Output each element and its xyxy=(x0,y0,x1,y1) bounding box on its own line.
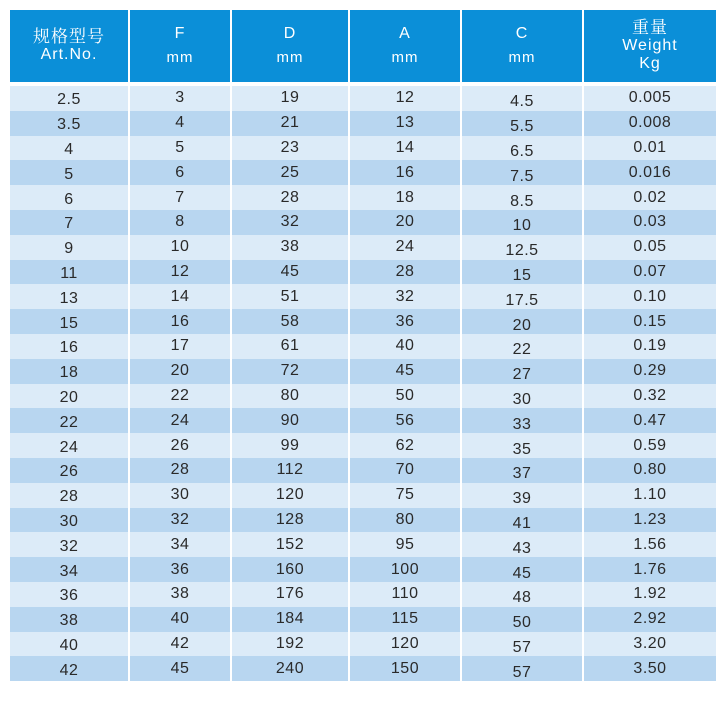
table-row xyxy=(10,582,716,607)
header-f-label: F xyxy=(174,25,186,42)
cell-a: 28 xyxy=(350,260,462,285)
cell-d: 120 xyxy=(232,483,350,508)
cell-c: 20 xyxy=(462,309,584,334)
cell-weight: 0.016 xyxy=(584,160,716,185)
cell-d: 51 xyxy=(232,284,350,309)
cell-c: 35 xyxy=(462,433,584,458)
cell-weight: 0.07 xyxy=(584,260,716,285)
header-c-label: C xyxy=(515,25,529,42)
cell-weight: 0.59 xyxy=(584,433,716,458)
cell-f: 5 xyxy=(130,136,232,161)
cell-weight: 1.76 xyxy=(584,557,716,582)
cell-art-no: 11 xyxy=(10,260,130,285)
cell-c: 7.5 xyxy=(462,160,584,185)
cell-a: 62 xyxy=(350,433,462,458)
cell-a: 56 xyxy=(350,408,462,433)
cell-a: 32 xyxy=(350,284,462,309)
header-weight-en: Weight xyxy=(622,37,678,54)
cell-art-no: 5 xyxy=(10,160,130,185)
cell-f: 42 xyxy=(130,632,232,657)
cell-f: 45 xyxy=(130,656,232,681)
header-weight-cn: 重量 xyxy=(632,18,668,37)
cell-a: 95 xyxy=(350,532,462,557)
cell-art-no: 28 xyxy=(10,483,130,508)
cell-weight: 0.15 xyxy=(584,309,716,334)
header-weight xyxy=(584,10,716,82)
cell-art-no: 13 xyxy=(10,284,130,309)
cell-d: 45 xyxy=(232,260,350,285)
cell-art-no: 6 xyxy=(10,185,130,210)
cell-c: 45 xyxy=(462,557,584,582)
cell-a: 24 xyxy=(350,235,462,260)
cell-a: 120 xyxy=(350,632,462,657)
cell-weight: 0.005 xyxy=(584,86,716,111)
cell-d: 90 xyxy=(232,408,350,433)
cell-art-no: 7 xyxy=(10,210,130,235)
cell-c: 17.5 xyxy=(462,284,584,309)
cell-a: 100 xyxy=(350,557,462,582)
cell-weight: 0.47 xyxy=(584,408,716,433)
cell-f: 6 xyxy=(130,160,232,185)
table-row xyxy=(10,483,716,508)
cell-a: 80 xyxy=(350,508,462,533)
cell-weight: 0.01 xyxy=(584,136,716,161)
cell-art-no: 42 xyxy=(10,656,130,681)
cell-art-no: 2.5 xyxy=(10,86,130,111)
cell-f: 16 xyxy=(130,309,232,334)
cell-d: 38 xyxy=(232,235,350,260)
cell-f: 30 xyxy=(130,483,232,508)
cell-f: 38 xyxy=(130,582,232,607)
cell-weight: 1.92 xyxy=(584,582,716,607)
cell-f: 3 xyxy=(130,86,232,111)
cell-c: 39 xyxy=(462,483,584,508)
cell-d: 152 xyxy=(232,532,350,557)
cell-f: 20 xyxy=(130,359,232,384)
cell-c: 5.5 xyxy=(462,111,584,136)
cell-d: 80 xyxy=(232,384,350,409)
cell-c: 22 xyxy=(462,334,584,359)
header-f xyxy=(130,10,232,82)
table-row xyxy=(10,309,716,334)
spec-table xyxy=(10,10,716,681)
cell-weight: 0.32 xyxy=(584,384,716,409)
cell-c: 43 xyxy=(462,532,584,557)
cell-f: 32 xyxy=(130,508,232,533)
cell-f: 40 xyxy=(130,607,232,632)
table-header xyxy=(10,10,716,82)
cell-f: 14 xyxy=(130,284,232,309)
table-row xyxy=(10,607,716,632)
cell-a: 40 xyxy=(350,334,462,359)
cell-art-no: 32 xyxy=(10,532,130,557)
cell-f: 17 xyxy=(130,334,232,359)
header-d-label: D xyxy=(283,25,297,42)
cell-art-no: 3.5 xyxy=(10,111,130,136)
cell-f: 26 xyxy=(130,433,232,458)
cell-weight: 0.02 xyxy=(584,185,716,210)
cell-art-no: 30 xyxy=(10,508,130,533)
cell-weight: 2.92 xyxy=(584,607,716,632)
cell-d: 128 xyxy=(232,508,350,533)
cell-a: 13 xyxy=(350,111,462,136)
cell-d: 61 xyxy=(232,334,350,359)
cell-d: 112 xyxy=(232,458,350,483)
cell-weight: 0.10 xyxy=(584,284,716,309)
cell-f: 22 xyxy=(130,384,232,409)
cell-d: 25 xyxy=(232,160,350,185)
table-row xyxy=(10,111,716,136)
cell-c: 6.5 xyxy=(462,136,584,161)
cell-weight: 0.05 xyxy=(584,235,716,260)
cell-weight: 0.80 xyxy=(584,458,716,483)
header-a xyxy=(350,10,462,82)
cell-weight: 1.10 xyxy=(584,483,716,508)
cell-a: 45 xyxy=(350,359,462,384)
cell-c: 48 xyxy=(462,582,584,607)
cell-weight: 1.56 xyxy=(584,532,716,557)
table-row xyxy=(10,185,716,210)
cell-f: 28 xyxy=(130,458,232,483)
cell-d: 192 xyxy=(232,632,350,657)
table-row xyxy=(10,86,716,111)
table-row xyxy=(10,557,716,582)
cell-f: 4 xyxy=(130,111,232,136)
cell-a: 110 xyxy=(350,582,462,607)
cell-weight: 0.03 xyxy=(584,210,716,235)
cell-art-no: 40 xyxy=(10,632,130,657)
header-d-unit: mm xyxy=(276,49,304,66)
cell-d: 32 xyxy=(232,210,350,235)
cell-a: 36 xyxy=(350,309,462,334)
cell-weight: 0.008 xyxy=(584,111,716,136)
table-row xyxy=(10,359,716,384)
cell-c: 41 xyxy=(462,508,584,533)
cell-c: 27 xyxy=(462,359,584,384)
cell-f: 7 xyxy=(130,185,232,210)
cell-weight: 0.19 xyxy=(584,334,716,359)
header-a-unit: mm xyxy=(391,49,419,66)
cell-c: 8.5 xyxy=(462,185,584,210)
cell-art-no: 9 xyxy=(10,235,130,260)
cell-d: 160 xyxy=(232,557,350,582)
cell-art-no: 38 xyxy=(10,607,130,632)
cell-c: 37 xyxy=(462,458,584,483)
cell-a: 150 xyxy=(350,656,462,681)
cell-art-no: 16 xyxy=(10,334,130,359)
cell-weight: 0.29 xyxy=(584,359,716,384)
cell-f: 34 xyxy=(130,532,232,557)
cell-c: 57 xyxy=(462,632,584,657)
cell-d: 176 xyxy=(232,582,350,607)
header-weight-unit: Kg xyxy=(639,55,661,72)
table-row xyxy=(10,160,716,185)
table-row xyxy=(10,458,716,483)
cell-a: 115 xyxy=(350,607,462,632)
cell-c: 57 xyxy=(462,656,584,681)
table-row xyxy=(10,433,716,458)
table-row xyxy=(10,508,716,533)
table-row xyxy=(10,284,716,309)
table-row xyxy=(10,632,716,657)
cell-art-no: 24 xyxy=(10,433,130,458)
table-row xyxy=(10,532,716,557)
cell-c: 33 xyxy=(462,408,584,433)
cell-c: 50 xyxy=(462,607,584,632)
cell-d: 28 xyxy=(232,185,350,210)
cell-a: 16 xyxy=(350,160,462,185)
cell-art-no: 36 xyxy=(10,582,130,607)
cell-art-no: 18 xyxy=(10,359,130,384)
header-f-unit: mm xyxy=(166,49,194,66)
cell-weight: 3.50 xyxy=(584,656,716,681)
cell-f: 8 xyxy=(130,210,232,235)
cell-d: 21 xyxy=(232,111,350,136)
cell-f: 12 xyxy=(130,260,232,285)
cell-c: 12.5 xyxy=(462,235,584,260)
cell-c: 30 xyxy=(462,384,584,409)
table-body xyxy=(10,86,716,681)
cell-c: 15 xyxy=(462,260,584,285)
header-c-unit: mm xyxy=(508,49,536,66)
cell-d: 23 xyxy=(232,136,350,161)
cell-weight: 3.20 xyxy=(584,632,716,657)
cell-c: 10 xyxy=(462,210,584,235)
table-row xyxy=(10,136,716,161)
cell-d: 72 xyxy=(232,359,350,384)
cell-a: 75 xyxy=(350,483,462,508)
cell-a: 14 xyxy=(350,136,462,161)
table-row xyxy=(10,235,716,260)
cell-d: 240 xyxy=(232,656,350,681)
cell-weight: 1.23 xyxy=(584,508,716,533)
cell-f: 24 xyxy=(130,408,232,433)
cell-f: 10 xyxy=(130,235,232,260)
cell-c: 4.5 xyxy=(462,86,584,111)
cell-a: 20 xyxy=(350,210,462,235)
cell-d: 19 xyxy=(232,86,350,111)
cell-art-no: 22 xyxy=(10,408,130,433)
table-row xyxy=(10,334,716,359)
cell-art-no: 4 xyxy=(10,136,130,161)
table-row xyxy=(10,408,716,433)
table-row xyxy=(10,210,716,235)
cell-f: 36 xyxy=(130,557,232,582)
header-art-no-cn: 规格型号 xyxy=(33,27,105,46)
cell-art-no: 34 xyxy=(10,557,130,582)
cell-art-no: 15 xyxy=(10,309,130,334)
cell-a: 18 xyxy=(350,185,462,210)
cell-art-no: 26 xyxy=(10,458,130,483)
cell-art-no: 20 xyxy=(10,384,130,409)
cell-d: 184 xyxy=(232,607,350,632)
cell-d: 58 xyxy=(232,309,350,334)
cell-d: 99 xyxy=(232,433,350,458)
table-row xyxy=(10,384,716,409)
header-d xyxy=(232,10,350,82)
header-a-label: A xyxy=(399,25,411,42)
table-row xyxy=(10,656,716,681)
header-art-no xyxy=(10,10,130,82)
header-c xyxy=(462,10,584,82)
table-row xyxy=(10,260,716,285)
cell-a: 12 xyxy=(350,86,462,111)
cell-a: 70 xyxy=(350,458,462,483)
header-art-no-en: Art.No. xyxy=(40,46,98,63)
cell-a: 50 xyxy=(350,384,462,409)
